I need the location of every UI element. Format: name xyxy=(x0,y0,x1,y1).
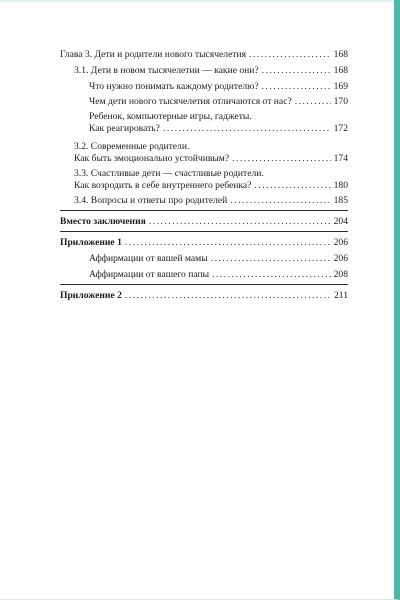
dot-leader xyxy=(211,253,331,264)
section-divider xyxy=(60,284,348,285)
toc-entry-page: 172 xyxy=(333,123,348,135)
toc-entry-title: Аффирмации от вашего папы xyxy=(89,269,210,280)
toc-entry-title: 3.4. Вопросы и ответы про родителей xyxy=(74,195,228,206)
dot-leader xyxy=(163,123,331,134)
toc-entry-page: 174 xyxy=(333,153,348,165)
dot-leader xyxy=(125,290,331,301)
toc-entry-page: 206 xyxy=(333,253,348,264)
toc-entry-title-line2: Как возродить в себе внутреннего ребенка? xyxy=(74,180,252,192)
toc-entry-page: 211 xyxy=(333,290,348,301)
section-divider xyxy=(60,231,348,232)
toc-entry-appendix-1-a xyxy=(89,253,348,264)
toc-entry-title: 3.1. Дети в новом тысячелетии — какие они? xyxy=(74,65,259,76)
toc-entry-title: Чем дети нового тысячелетия отличаются от нас? xyxy=(89,96,292,107)
dot-leader xyxy=(254,180,330,191)
dot-leader xyxy=(262,81,331,92)
toc-entry-3-4 xyxy=(74,195,348,206)
toc-entry-title: Приложение 2 xyxy=(60,290,122,301)
toc-entry-afterword xyxy=(60,216,348,227)
toc-entry-3-2 xyxy=(74,141,348,164)
dot-leader xyxy=(232,153,330,164)
toc-entry-3-3 xyxy=(74,168,348,191)
toc-entry-title: Вместо заключения xyxy=(60,216,146,227)
dot-leader xyxy=(249,49,331,60)
toc-entry-page: 168 xyxy=(333,65,348,76)
toc-entry-appendix-1-b xyxy=(89,269,348,280)
page-top-edge xyxy=(0,0,394,2)
dot-leader xyxy=(212,269,331,280)
toc-entry-title-line2: Как реагировать? xyxy=(89,123,160,135)
toc-entry-title: Глава 3. Дети и родители нового тысячелетия xyxy=(60,49,247,60)
dot-leader xyxy=(149,216,331,227)
section-divider xyxy=(60,210,348,211)
toc-entry-appendix-2 xyxy=(60,290,348,301)
toc-entry-title: Аффирмации от вашей мамы xyxy=(89,253,208,264)
dot-leader xyxy=(230,195,330,206)
toc-entry-page: 169 xyxy=(333,81,348,92)
toc-entry-page: 168 xyxy=(333,49,348,60)
toc-entry-title: Приложение 1 xyxy=(60,237,122,248)
toc-entry-page: 180 xyxy=(333,180,348,192)
toc-entry-page: 206 xyxy=(333,237,348,248)
dot-leader xyxy=(262,65,331,76)
toc-entry-chapter-3 xyxy=(60,49,348,60)
toc-entry-title-line2: Как быть эмоционально устойчивым? xyxy=(74,153,230,165)
toc-entry-3-1-c xyxy=(89,111,348,134)
toc-entry-appendix-1 xyxy=(60,237,348,248)
toc-entry-title: Что нужно понимать каждому родителю? xyxy=(89,81,259,92)
toc-entry-page: 185 xyxy=(333,195,348,206)
dot-leader xyxy=(295,96,331,107)
toc-entry-page: 170 xyxy=(333,96,348,107)
toc-entry-3-1-a xyxy=(89,81,348,92)
toc-entry-page: 204 xyxy=(333,216,348,227)
dot-leader xyxy=(125,237,331,248)
toc-entry-3-1-b xyxy=(89,96,348,107)
toc-entry-3-1 xyxy=(74,65,348,76)
toc-entry-title-line1: 3.3. Счастливые дети — счастливые родители. xyxy=(74,168,264,179)
toc-entry-page: 208 xyxy=(333,269,348,280)
toc-entry-title-line1: 3.2. Современные родители. xyxy=(74,141,190,152)
toc-entry-title-line1: Ребенок, компьютерные игры, гаджеты. xyxy=(89,111,252,122)
